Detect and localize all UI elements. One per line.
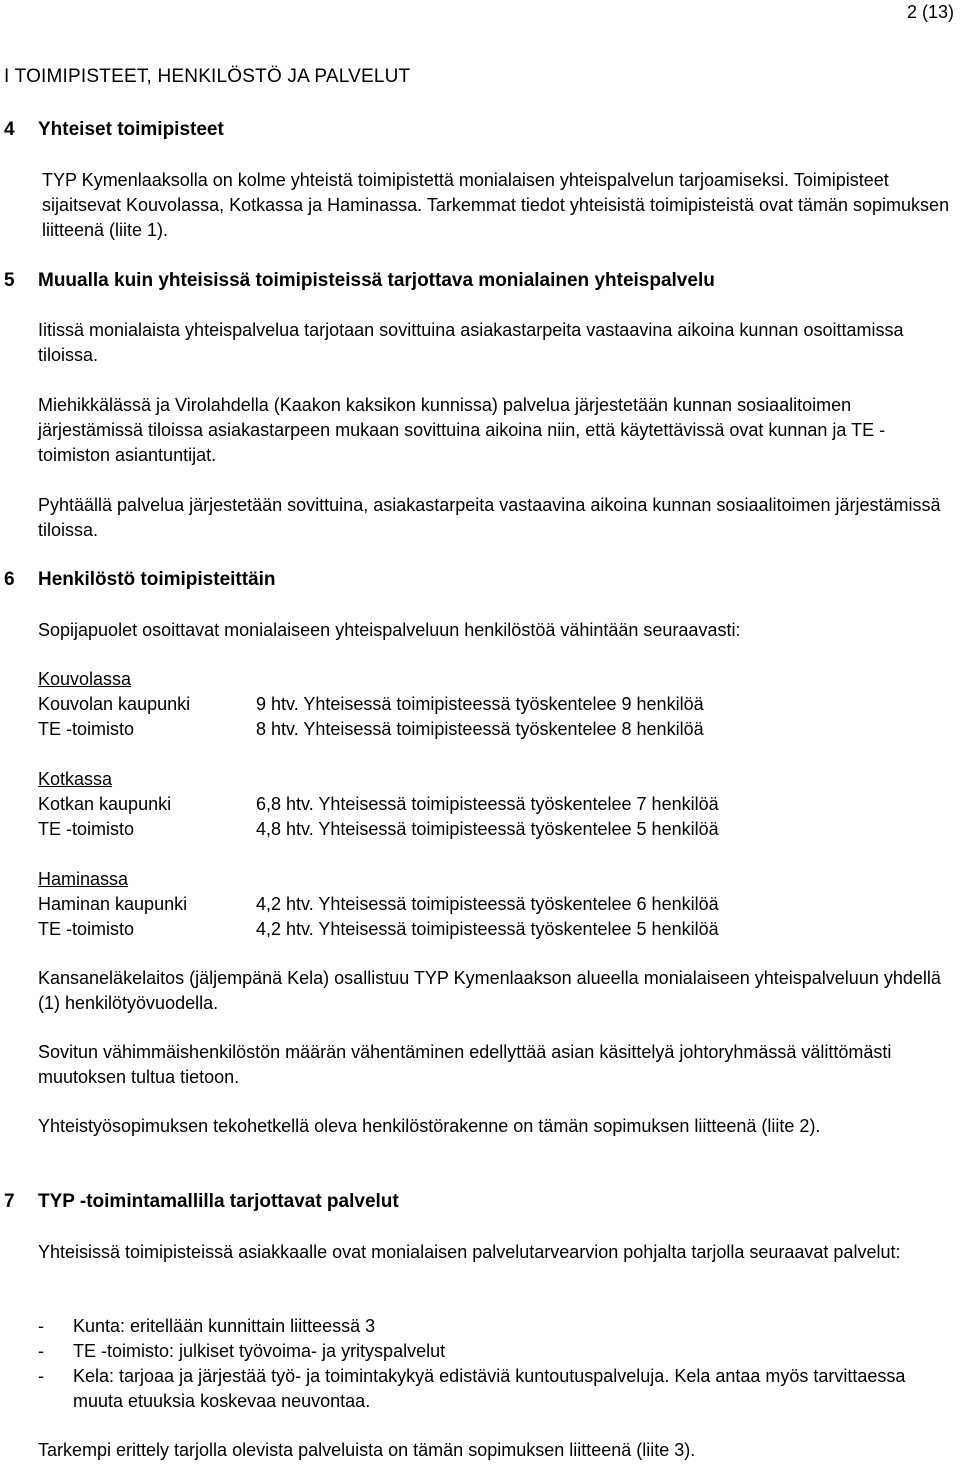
staff-org: Kouvolan kaupunki [38,694,191,714]
staff-org: Haminan kaupunki [38,894,188,914]
staff-group-place: Haminassa [38,869,129,889]
staff-row [38,892,838,917]
section-number: 6 [4,569,15,590]
staff-value: 6,8 htv. Yhteisessä toimipisteessä työskentelee 7 henkilöä [256,794,719,814]
staff-group-kouvola [38,667,838,742]
staff-group-hamina [38,867,838,942]
section-title: TYP -toimintamallilla tarjottavat palvelut [38,1191,399,1212]
list-item [38,1364,954,1414]
section-4-heading [4,117,224,142]
list-item-text: TE -toimisto: julkiset työvoima- ja yrityspalvelut [73,1341,446,1361]
section-5-paragraph-iitti: Iitissä monialaista yhteispalvelua tarjotaan sovittuina asiakastarpeita vastaavina aikoina kunnan osoittamissa tiloissa. [38,320,904,365]
staff-group-place: Kouvolassa [38,669,132,689]
staff-row [38,692,838,717]
section-number: 7 [4,1191,15,1212]
section-6-paragraph-minimum: Sovitun vähimmäishenkilöstön määrän vähentäminen edellyttää asian käsittelyä johtoryhmässä välittömästi muutoksen tultua tietoon. [38,1042,892,1087]
section-5-paragraph-pyhtaa: Pyhtäällä palvelua järjestetään sovittuina, asiakastarpeita vastaavina aikoina kunnan sosiaalitoimen järjestämissä tiloissa. [38,495,941,540]
section-5-heading [4,268,715,293]
section-7-intro: Yhteisissä toimipisteissä asiakkaalle ovat monialaisen palvelutarvearvion pohjalta tarjolla seuraavat palvelut: [38,1242,901,1262]
staff-row [38,792,838,817]
staff-group-place: Kotkassa [38,769,113,789]
list-item-text: Kela: tarjoaa ja järjestää työ- ja toimintakykyä edistäviä kuntoutuspalveluja. Kela antaa myös tarvittaessa muuta etuuksia koskevaa neuvontaa. [73,1366,906,1411]
section-7-heading [4,1189,399,1214]
section-6-heading [4,567,276,592]
section-6-paragraph-structure: Yhteistyösopimuksen tekohetkellä oleva henkilöstörakenne on tämän sopimuksen liitteenä (liite 2). [38,1116,821,1136]
staff-value: 4,2 htv. Yhteisessä toimipisteessä työskentelee 6 henkilöä [256,894,719,914]
section-number: 5 [4,270,15,291]
section-6-intro: Sopijapuolet osoittavat monialaiseen yhteispalveluun henkilöstöä vähintään seuraavasti: [38,620,741,640]
section-5-paragraph-kaakko: Miehikkälässä ja Virolahdella (Kaakon kaksikon kunnissa) palvelua järjestetään kunnan sosiaalitoimen järjestämissä tiloissa asiakastarpeen mukaan sovittuina aikoina niin, että käytettävissä ovat kunnan ja TE -toimiston asiantuntijat. [38,395,886,465]
section-6-paragraph-kela: Kansaneläkelaitos (jäljempänä Kela) osallistuu TYP Kymenlaakson alueella monialaiseen yhteispalveluun yhdellä (1) henkilötyövuodella. [38,968,941,1013]
staff-org: TE -toimisto [38,719,135,739]
staff-org: TE -toimisto [38,819,135,839]
section-4-paragraph: TYP Kymenlaaksolla on kolme yhteistä toimipistettä monialaisen yhteispalvelun tarjoamiseksi. Toimipisteet sijaitsevat Kouvolassa, Kotkassa ja Haminassa. Tarkemmat tiedot yhteisistä toimipisteistä ovat tämän sopimuksen liitteenä (liite 1). [42,170,950,240]
staff-group-kotka [38,767,838,842]
staff-row [38,817,838,842]
list-item [38,1339,954,1364]
section-7-outro: Tarkempi erittely tarjolla olevista palveluista on tämän sopimuksen liitteenä (liite 3). [38,1440,696,1460]
section-number: 4 [4,119,15,140]
list-item-text: Kunta: eritellään kunnittain liitteessä 3 [73,1316,376,1336]
section-title: Henkilöstö toimipisteittäin [38,569,276,590]
staff-org: Kotkan kaupunki [38,794,172,814]
chapter-title: I TOIMIPISTEET, HENKILÖSTÖ JA PALVELUT [4,66,411,87]
dash-bullet: - [38,1366,44,1386]
staff-row [38,717,838,742]
dash-bullet: - [38,1316,44,1336]
services-list [38,1314,954,1414]
staff-value: 4,2 htv. Yhteisessä toimipisteessä työskentelee 5 henkilöä [256,919,719,939]
staff-value: 8 htv. Yhteisessä toimipisteessä työskentelee 8 henkilöä [256,719,704,739]
section-title: Muualla kuin yhteisissä toimipisteissä tarjottava monialainen yhteispalvelu [38,270,715,291]
dash-bullet: - [38,1341,44,1361]
staff-org: TE -toimisto [38,919,135,939]
staff-value: 9 htv. Yhteisessä toimipisteessä työskentelee 9 henkilöä [256,694,704,714]
list-item [38,1314,954,1339]
page-number: 2 (13) [906,2,954,22]
staff-list [38,667,838,942]
staff-row [38,917,838,942]
staff-value: 4,8 htv. Yhteisessä toimipisteessä työskentelee 5 henkilöä [256,819,719,839]
section-title: Yhteiset toimipisteet [38,119,224,140]
